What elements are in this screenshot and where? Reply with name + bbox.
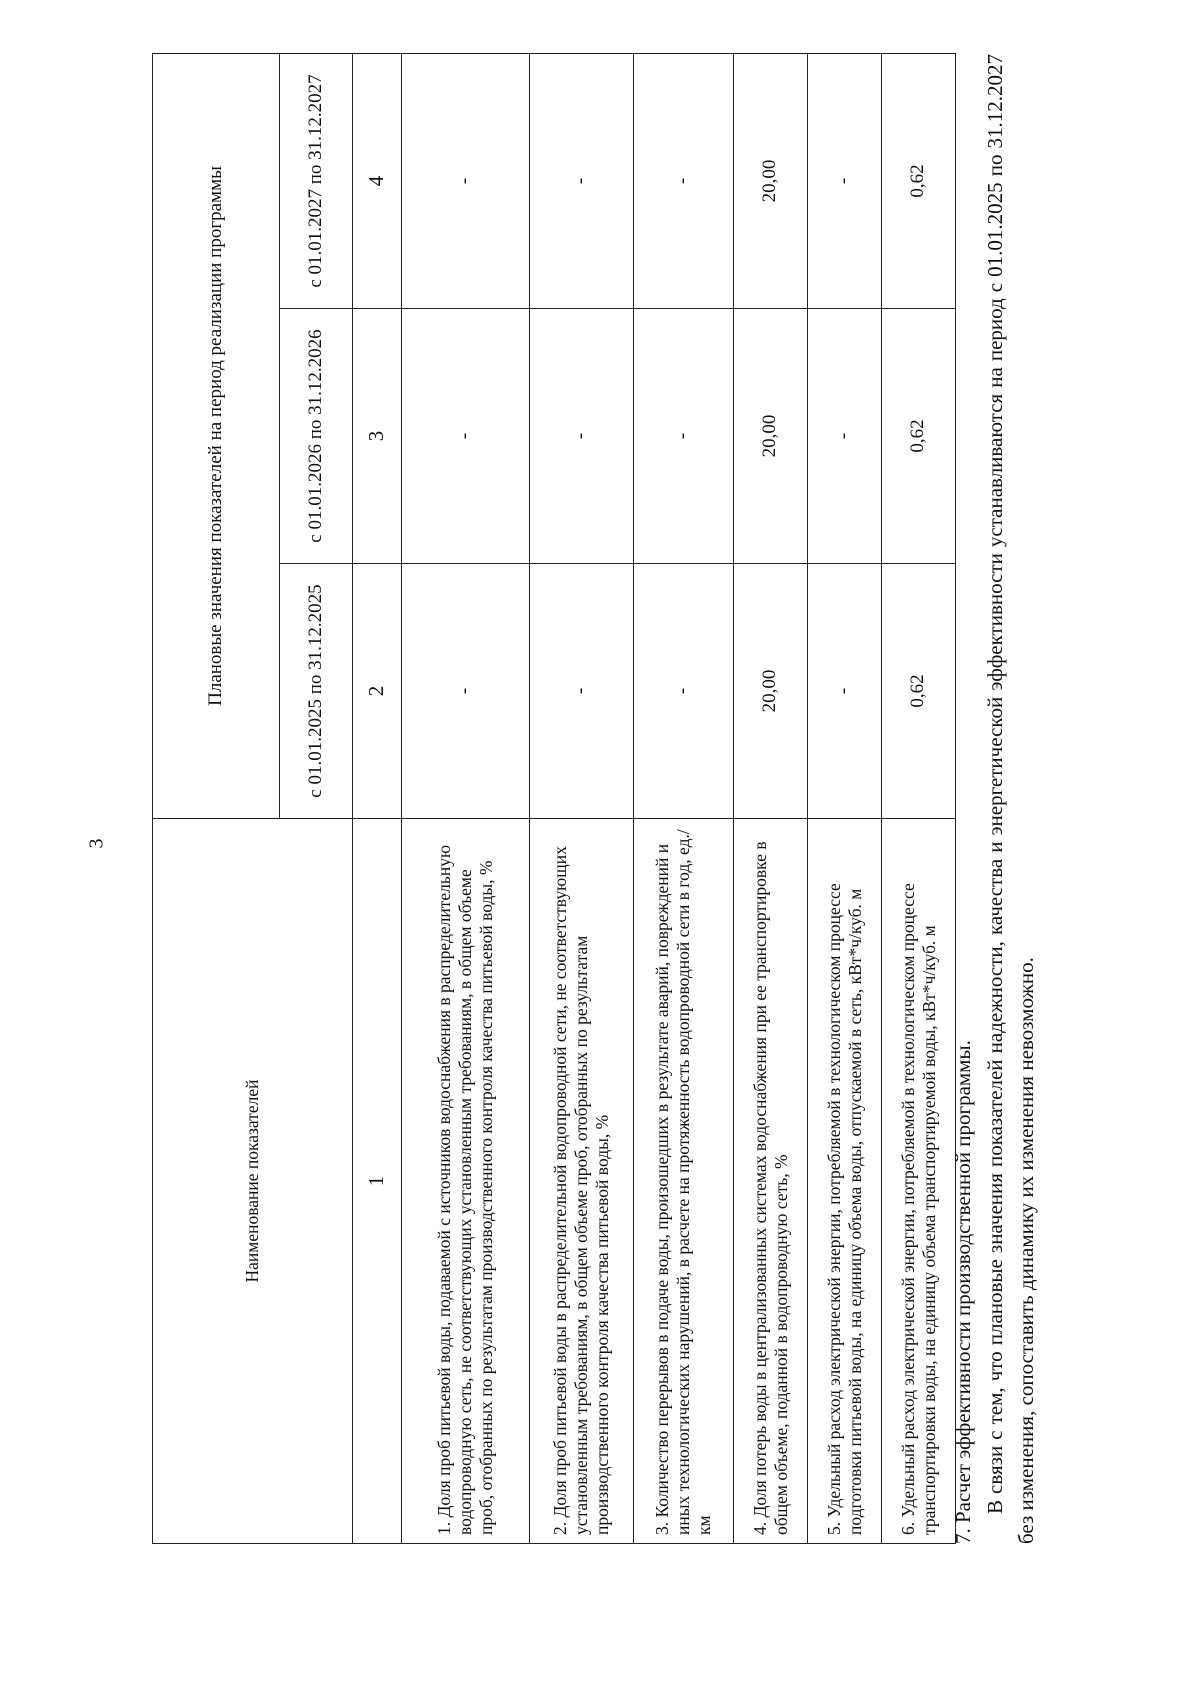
page-number: 3: [85, 838, 108, 849]
value-2025: -: [634, 564, 734, 819]
header-period-2027: с 01.01.2027 по 31.12.2027: [280, 53, 353, 308]
indicator-name: 3. Количество перерывов в подаче воды, произошедших в результате аварий, повреждений и иных технологических нарушений, в расчете на протяженность водопроводной сети в год, ед./км: [634, 819, 734, 1544]
rotated-page-content: [100, 50, 1100, 1644]
indicator-name: 5. Удельный расход электрической энергии, потребляемой в технологическом процессе подготовки питьевой воды, на единицу объема воды, отпускаемой в сеть, кВт*ч/куб. м: [808, 819, 882, 1544]
value-2025: -: [530, 564, 634, 819]
table-row: [402, 53, 530, 1543]
value-2026: -: [530, 309, 634, 564]
indicators-table: [152, 53, 956, 1544]
value-2026: -: [808, 309, 882, 564]
efficiency-section: [948, 54, 1043, 1544]
indicator-name: 2. Доля проб питьевой воды в распределительной водопроводной сети, не соответствующих установленным требованиям, в общем объеме проб, отобранных по результатам производственного контроля качества питьевой воды, %: [530, 819, 634, 1544]
column-number: 1: [353, 819, 402, 1544]
value-2026: 20,00: [734, 309, 808, 564]
indicator-name: 4. Доля потерь воды в централизованных системах водоснабжения при ее транспортировке в общем объеме, поданной в водопроводную сеть, %: [734, 819, 808, 1544]
value-2025: 0,62: [882, 564, 956, 819]
value-2026: -: [402, 309, 530, 564]
table-row: [808, 53, 882, 1543]
header-period-2026: с 01.01.2026 по 31.12.2026: [280, 309, 353, 564]
value-2027: -: [634, 53, 734, 308]
indicator-name: 1. Доля проб питьевой воды, подаваемой с источников водоснабжения в распределительную водопроводную сеть, не соответствующих установленным требованиям, в общем объеме проб, отобранных по результатам производственного контроля качества питьевой воды, %: [402, 819, 530, 1544]
table-row: [882, 53, 956, 1543]
value-2027: 20,00: [734, 53, 808, 308]
value-2027: -: [530, 53, 634, 308]
indicator-name: 6. Удельный расход электрической энергии, потребляемой в технологическом процессе транспортировки воды, на единицу объема транспортируемой воды, кВт*ч/куб. м: [882, 819, 956, 1544]
header-indicator-name: Наименование показателей: [153, 819, 353, 1544]
table-row: [734, 53, 808, 1543]
value-2025: 20,00: [734, 564, 808, 819]
value-2027: 0,62: [882, 53, 956, 308]
header-plan-values: Плановые значения показателей на период реализации программы: [153, 53, 280, 818]
value-2026: -: [634, 309, 734, 564]
table-row: [634, 53, 734, 1543]
column-number: 4: [353, 53, 402, 308]
value-2026: 0,62: [882, 309, 956, 564]
column-number: 3: [353, 309, 402, 564]
value-2027: -: [808, 53, 882, 308]
column-number: 2: [353, 564, 402, 819]
value-2027: -: [402, 53, 530, 308]
value-2025: -: [808, 564, 882, 819]
header-period-2025: с 01.01.2025 по 31.12.2025: [280, 564, 353, 819]
section-heading: 7. Расчет эффективности производственной программы.: [951, 1040, 975, 1544]
table-row: [530, 53, 634, 1543]
section-paragraph: В связи с тем, что плановые значения показателей надежности, качества и энергетической эффективности устанавливаются на период с 01.01.2025 по 31.12.2027 без изменения, сопоставить динамику их изменения невозможно.: [982, 54, 1038, 1544]
value-2025: -: [402, 564, 530, 819]
